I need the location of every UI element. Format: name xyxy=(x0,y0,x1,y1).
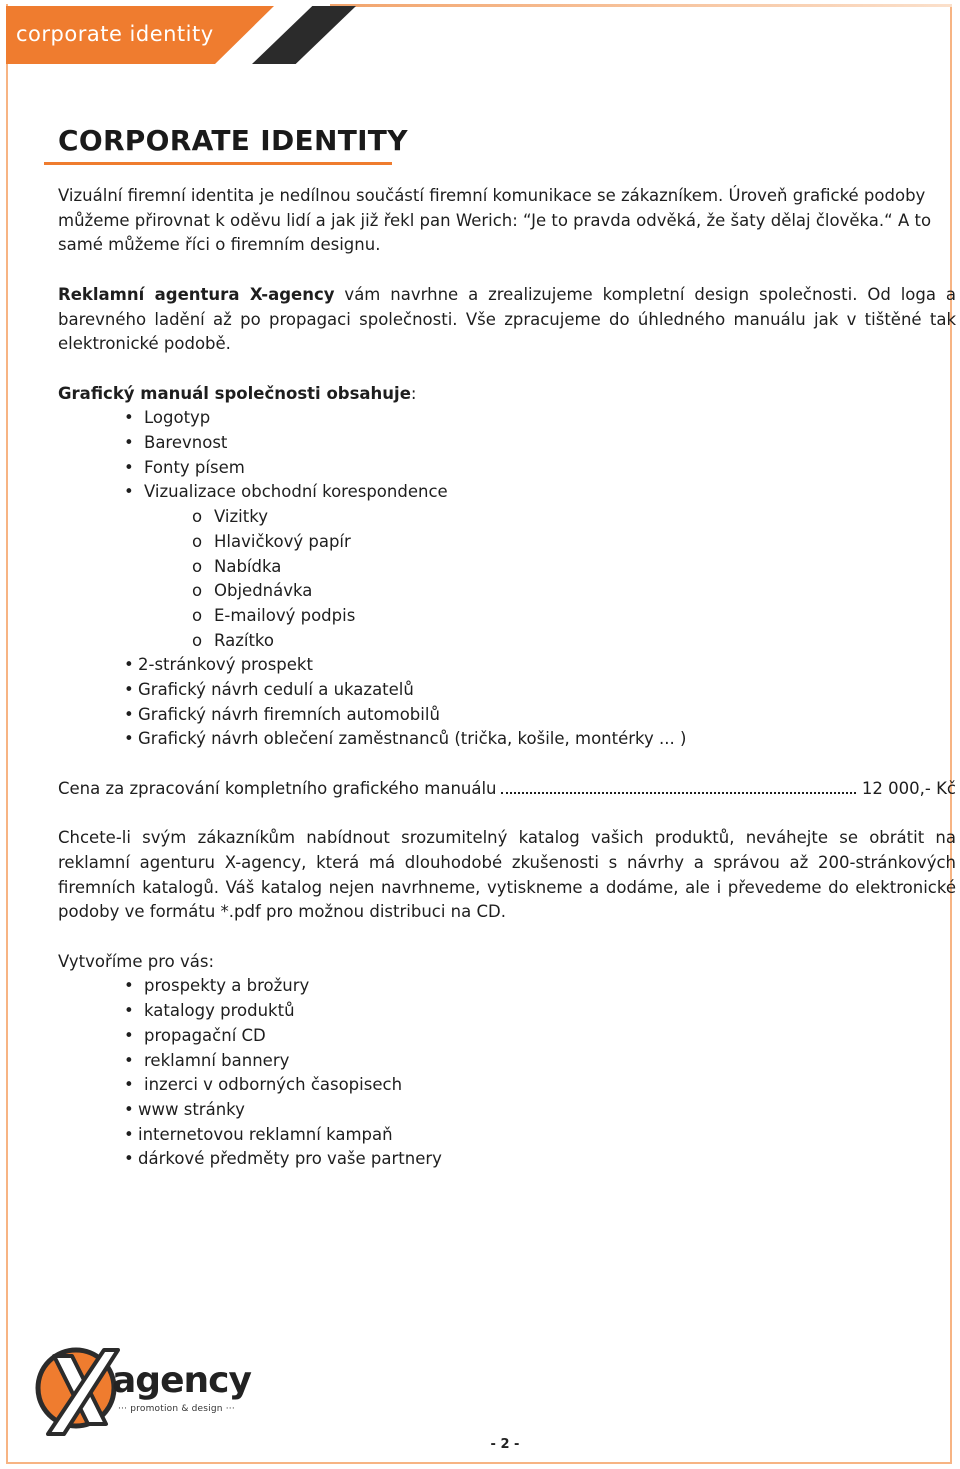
list-item-text: katalogy produktů xyxy=(144,1001,295,1021)
sublist-item-text: E-mailový podpis xyxy=(214,605,356,625)
sublist-item xyxy=(58,505,956,530)
price-value: 12 000,- Kč xyxy=(861,778,956,798)
title-underline xyxy=(44,162,392,165)
price-leader-dots xyxy=(501,780,856,794)
offer-paragraph xyxy=(58,283,956,357)
create-section xyxy=(58,950,956,1172)
sublist-item-text: Razítko xyxy=(214,630,274,650)
create-list-continued xyxy=(58,1098,956,1172)
list-item xyxy=(58,431,956,456)
list-item xyxy=(58,480,956,505)
list-item xyxy=(58,1024,956,1049)
list-item xyxy=(58,703,956,728)
sublist-item-text: Nabídka xyxy=(214,556,282,576)
list-item xyxy=(58,678,956,703)
list-item xyxy=(58,406,956,431)
list-item xyxy=(58,1098,956,1123)
sublist-item xyxy=(58,579,956,604)
header-line xyxy=(330,4,952,7)
sublist-item xyxy=(58,530,956,555)
list-item-text: Grafický návrh oblečení zaměstnanců (trička, košile, montérky ... ) xyxy=(138,729,687,749)
sublist-item xyxy=(58,604,956,629)
offer-agency-name: Reklamní agentura X-agency xyxy=(58,284,335,304)
list-item xyxy=(58,1073,956,1098)
sublist-item-text: Hlavičkový papír xyxy=(214,531,351,551)
sublist-item xyxy=(58,555,956,580)
content xyxy=(58,184,956,1172)
logo-wordmark: agency xyxy=(112,1360,251,1401)
list-item xyxy=(58,1147,956,1172)
list-item-text: Grafický návrh cedulí a ukazatelů xyxy=(138,680,414,700)
list-item xyxy=(58,999,956,1024)
create-list xyxy=(58,974,956,1098)
list-item xyxy=(58,974,956,999)
list-item-text: www stránky xyxy=(138,1099,245,1119)
manual-heading-colon: : xyxy=(410,383,417,403)
list-item-text: dárkové předměty pro vaše partnery xyxy=(138,1149,442,1169)
catalog-paragraph: Chcete-li svým zákazníkům nabídnout srozumitelný katalog vašich produktů, neváhejte se obrátit na reklamní agenturu X-agency, která má dlouhodobé zkušenosti s návrhy a správou až 200-stránkových firemních katalogů. Váš katalog nejen navrhneme, vytiskneme a dodáme, ale i převedeme do elektronické podoby ve formátu *.pdf pro možnou distribuci na CD. xyxy=(58,828,956,922)
sublist-item xyxy=(58,629,956,654)
list-item xyxy=(58,653,956,678)
sublist-item-text: Vizitky xyxy=(214,507,268,527)
offer-text: vám navrhne a zrealizujeme kompletní design společnosti. Od loga a barevného ladění až po propagaci společnosti. Vše zpracujeme do úhledného manuálu jak v tištěné tak elektronické podobě. xyxy=(58,284,956,354)
list-item-text: Vizualizace obchodní korespondence xyxy=(144,482,448,502)
intro-paragraph: Vizuální firemní identita je nedílnou součástí firemní komunikace se zákazníkem. Úroveň grafické podoby můžeme přirovnat k oděvu lidí a jak již řekl pan Werich: “Je to pravda odvěká, že šaty dělaj člověka.“ A to samé můžeme říci o firemním designu. xyxy=(58,186,932,255)
list-item xyxy=(58,456,956,481)
list-item xyxy=(58,1123,956,1148)
manual-heading-text: Grafický manuál společnosti obsahuje xyxy=(58,383,411,403)
list-item-text: 2-stránkový prospekt xyxy=(138,655,313,675)
manual-heading xyxy=(58,382,956,407)
list-item-text: Logotyp xyxy=(144,408,211,428)
price-line xyxy=(58,777,956,802)
list-item-text: Grafický návrh firemních automobilů xyxy=(138,704,440,724)
list-item-text: prospekty a brožury xyxy=(144,976,310,996)
manual-section xyxy=(58,382,956,753)
logo-tagline: ··· promotion & design ··· xyxy=(118,1404,235,1414)
list-item xyxy=(58,727,956,752)
correspondence-sublist xyxy=(58,505,956,653)
list-item-text: propagační CD xyxy=(144,1025,266,1045)
manual-list xyxy=(58,406,956,505)
list-item-text: Fonty písem xyxy=(144,457,245,477)
price-label: Cena za zpracování kompletního grafického manuálu xyxy=(58,778,497,798)
list-item xyxy=(58,1049,956,1074)
list-item-text: inzerci v odborných časopisech xyxy=(144,1075,403,1095)
list-item-text: Barevnost xyxy=(144,433,228,452)
create-heading: Vytvoříme pro vás: xyxy=(58,951,215,971)
sublist-item-text: Objednávka xyxy=(214,581,313,601)
page-title: CORPORATE IDENTITY xyxy=(58,124,408,157)
section-label: corporate identity xyxy=(16,22,214,46)
list-item-text: reklamní bannery xyxy=(144,1050,290,1070)
page-number: - 2 - xyxy=(490,1437,520,1452)
list-item-text: internetovou reklamní kampaň xyxy=(138,1124,393,1144)
manual-list-continued xyxy=(58,653,956,752)
